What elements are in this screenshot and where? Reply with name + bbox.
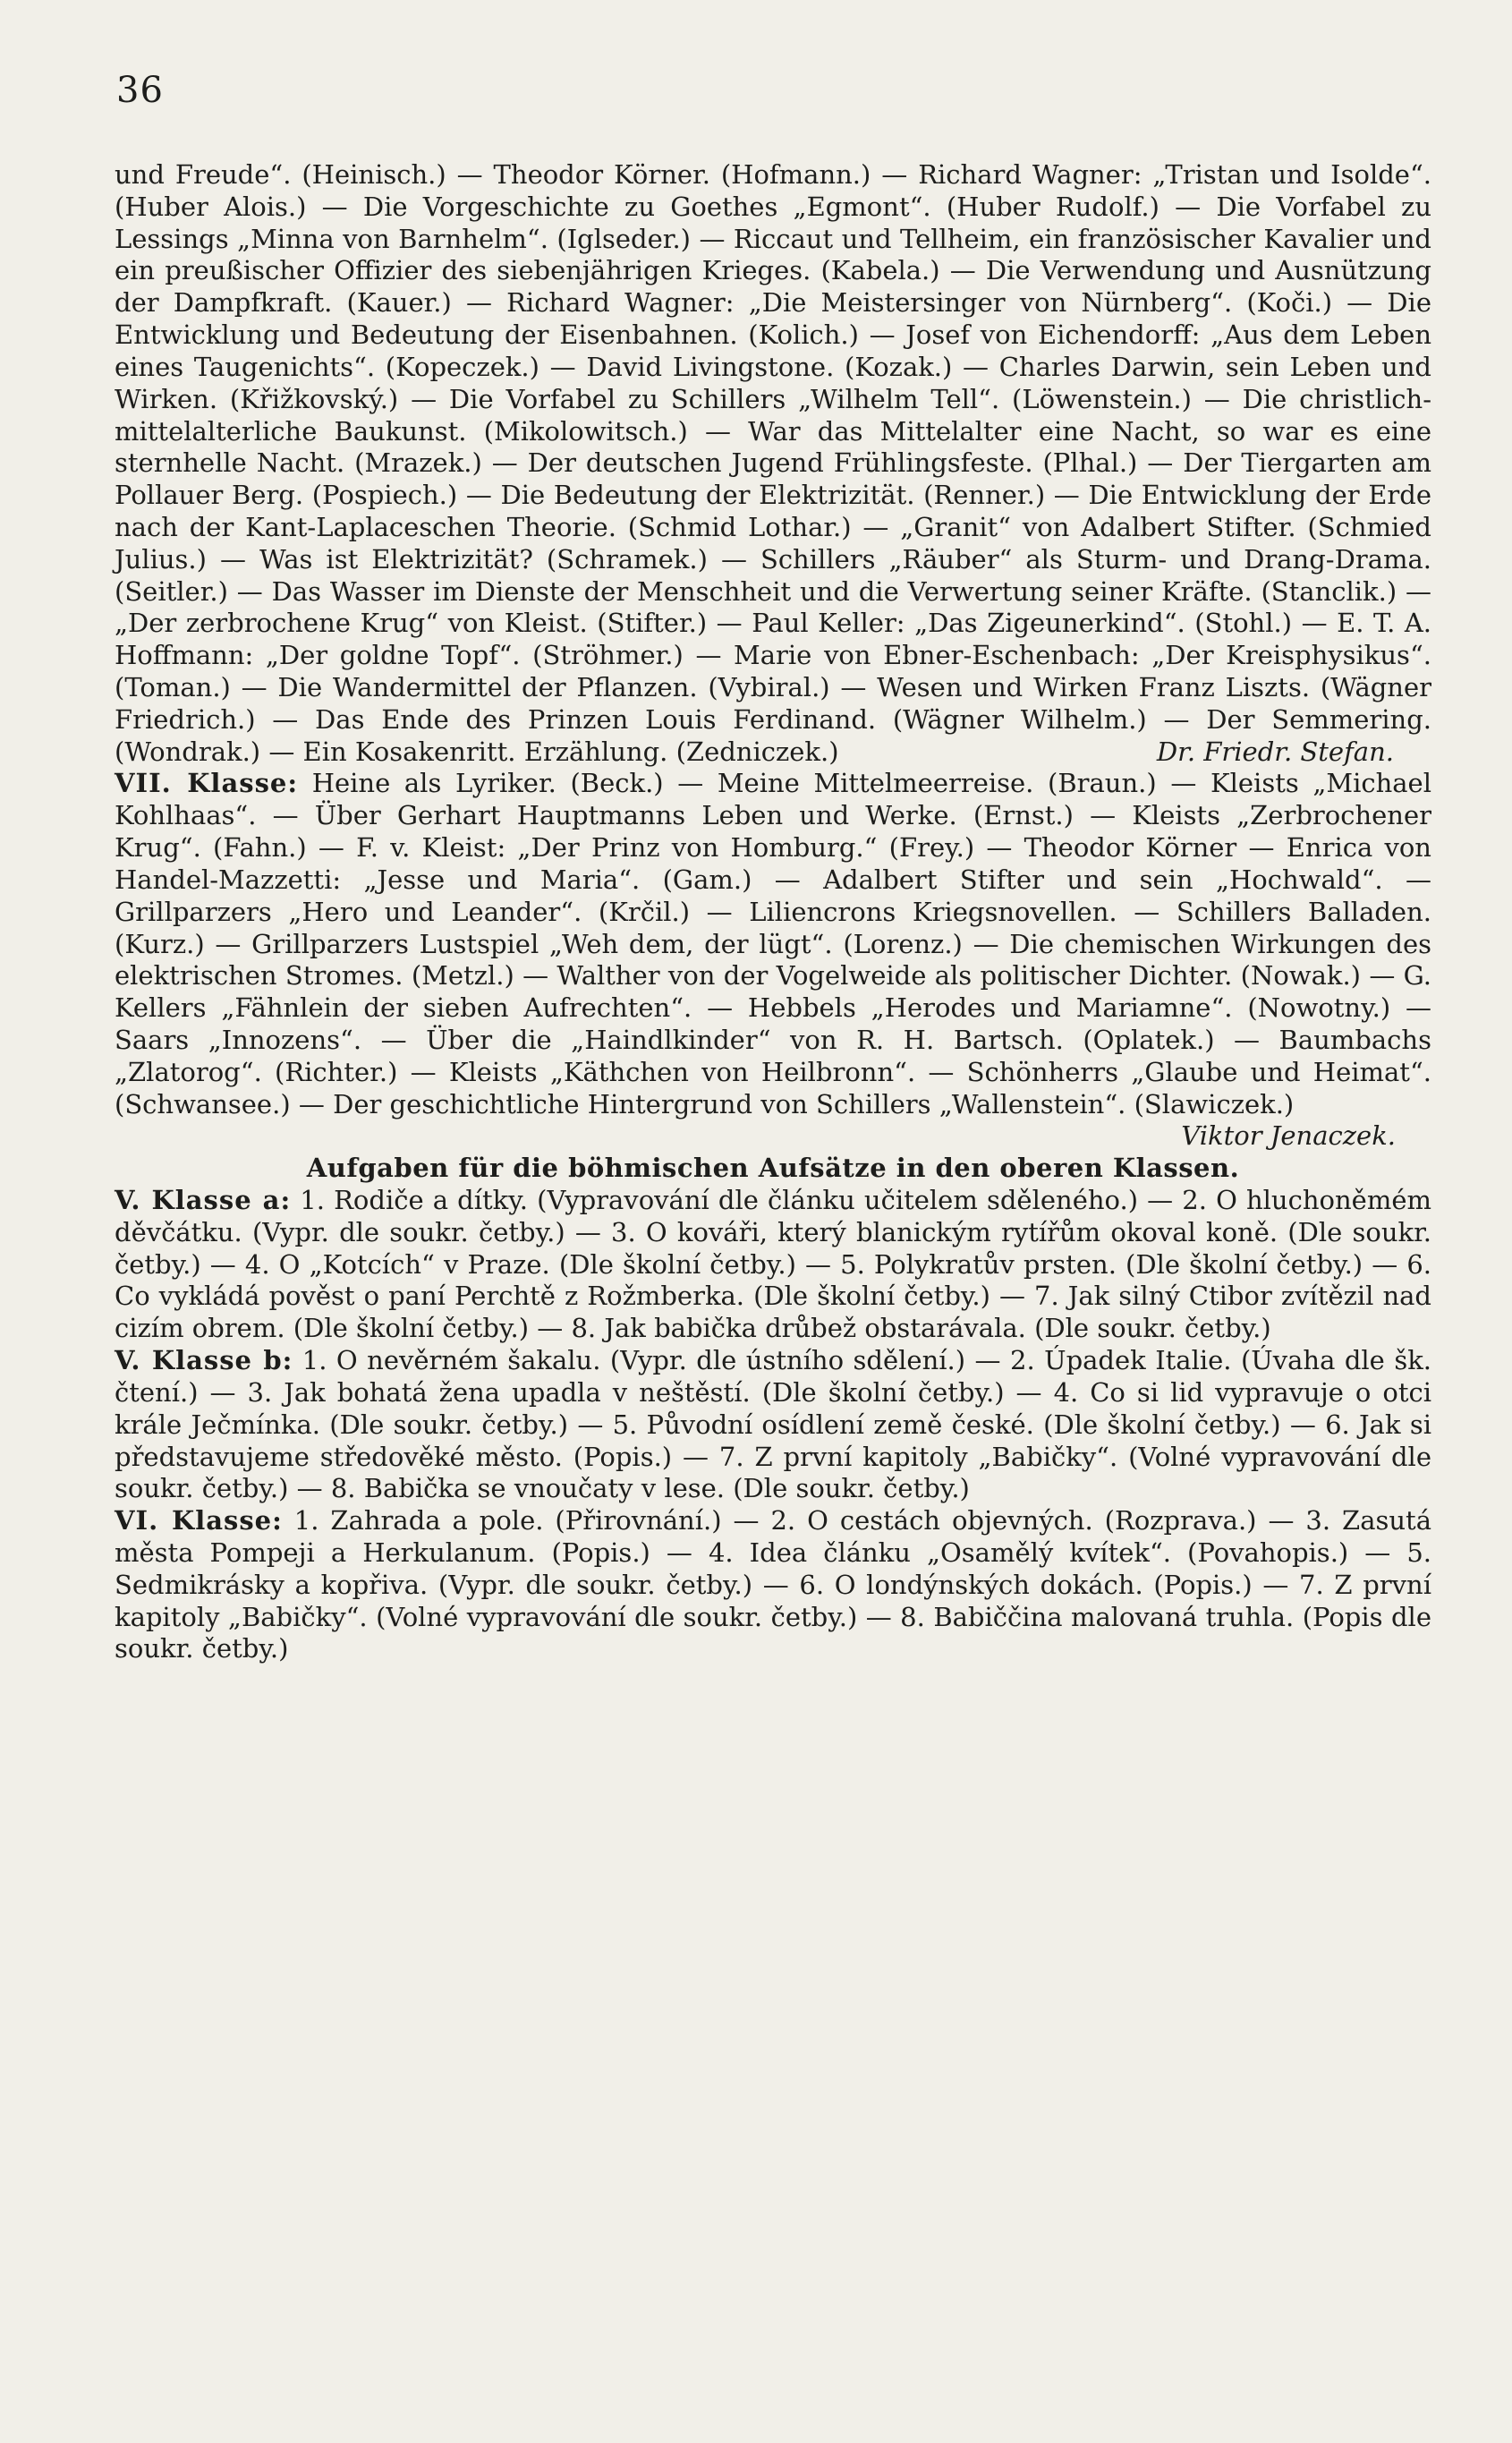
section7-text: Heine als Lyriker. (Beck.) — Meine Mittelmeerreise. (Braun.) — Kleists „Michael Kohlhaas“. — Über Gerhart Hauptmanns Leben und Werke. (Ernst.) — Kleists „Zerbrochener Krug“. (Fahn.) — F. v. Kleist: „Der Prinz von Homburg.“ (Frey.) — Theodor Körner — Enrica von Handel-Mazzetti: „Jesse und Maria“. (Gam.) — Adalbert Stifter und sein „Hochwald“. — Grillparzers „Hero und Leander“. (Krčil.) — Liliencrons Kriegsnovellen. — Schillers Balladen. (Kurz.) — Grillparzers Lustspiel „Weh dem, der lügt“. (Lorenz.) — Die chemischen Wirkungen des elektrischen Stromes. (Metzl.) — Walther von der Vogelweide als politischer Dichter. (Nowak.) — G. Kellers „Fähnlein der sieben Aufrechten“. — Hebbels „Herodes und Mariamne“. (Nowotny.) — Saars „Innozens“. — Über die „Haindlkinder“ von R. H. Bartsch. (Oplatek.) — Baumbachs „Zlatorog“. (Richter.) — Kleists „Käthchen von Heilbronn“. — Schönherrs „Glaube und Heimat“. (Schwansee.) — Der geschichtliche Hintergrund von Schillers „Wallenstein“. (Slawiczek.) <box>115 768 1431 1119</box>
section7-title: VII. Klasse: <box>115 768 299 799</box>
klasse-vb <box>115 1345 1431 1505</box>
klasse-vi-text: 1. Zahrada a pole. (Přirovnání.) — 2. O cestách objevných. (Rozprava.) — 3. Zasutá města Pompeji a Herkulanum. (Popis.) — 4. Idea článku „Osamělý kvítek“. (Povahopis.) — 5. Sedmikrásky a kopřiva. (Vypr. dle soukr. četby.) — 6. O londýnských dokách. (Popis.) — 7. Z první kapitoly „Babičky“. (Volné vypravování dle soukr. četby.) — 8. Babiččina malovaná truhla. (Popis dle soukr. četby.) <box>115 1505 1431 1664</box>
section6-signature: Dr. Friedr. Stefan. <box>1156 736 1394 767</box>
klasse-va-text: 1. Rodiče a dítky. (Vypravování dle článku učitelem sděleného.) — 2. O hluchoněmém děvčátku. (Vypr. dle soukr. četby.) — 3. O kováři, který blanickým rytířům okoval koně. (Dle soukr. četby.) — 4. O „Kotcích“ v Praze. (Dle školní četby.) — 5. Polykratův prsten. (Dle školní četby.) — 6. Co vykládá pověst o paní Perchtě z Rožmberka. (Dle školní četby.) — 7. Jak silný Ctibor zvítězil nad cizím obrem. (Dle školní četby.) — 8. Jak babička drůbež obstarávala. (Dle soukr. četby.) <box>115 1185 1431 1344</box>
page-number: 36 <box>116 70 164 111</box>
section7-signature: Viktor Jenaczek. <box>1181 1120 1396 1152</box>
klasse-va <box>115 1185 1431 1345</box>
klasse-va-title: V. Klasse a: <box>115 1185 292 1215</box>
section7 <box>115 768 1431 1120</box>
klasse-vi <box>115 1505 1431 1665</box>
section6-text <box>115 159 1431 768</box>
section6-paragraph: und Freude“. (Heinisch.) — Theodor Körner. (Hofmann.) — Richard Wagner: „Tristan und Isolde“. (Huber Alois.) — Die Vorgeschichte zu Goethes „Egmont“. (Huber Rudolf.) — Die Vorfabel zu Lessings „Minna von Barnhelm“. (Iglseder.) — Riccaut und Tellheim, ein französischer Kavalier und ein preußischer Offizier des siebenjährigen Krieges. (Kabela.) — Die Verwendung und Ausnützung der Dampfkraft. (Kauer.) — Richard Wagner: „Die Meistersinger von Nürnberg“. (Koči.) — Die Entwicklung und Bedeutung der Eisenbahnen. (Kolich.) — Josef von Eichendorff: „Aus dem Leben eines Taugenichts“. (Kopeczek.) — David Livingstone. (Kozak.) — Charles Darwin, sein Leben und Wirken. (Křižkovský.) — Die Vorfabel zu Schillers „Wilhelm Tell“. (Löwenstein.) — Die christlich-mittelalterliche Baukunst. (Mikolowitsch.) — War das Mittelalter eine Nacht, so war es eine sternhelle Nacht. (Mrazek.) — Der deutschen Jugend Frühlingsfeste. (Plhal.) — Der Tiergarten am Pollauer Berg. (Pospiech.) — Die Bedeutung der Elektrizität. (Renner.) — Die Entwicklung der Erde nach der Kant-Laplaceschen Theorie. (Schmid Lothar.) — „Granit“ von Adalbert Stifter. (Schmied Julius.) — Was ist Elektrizität? (Schramek.) — Schillers „Räuber“ als Sturm- und Drang-Drama. (Seitler.) — Das Wasser im Dienste der Menschheit und die Verwertung seiner Kräfte. (Stanclik.) — „Der zerbrochene Krug“ von Kleist. (Stifter.) — Paul Keller: „Das Zigeunerkind“. (Stohl.) — E. T. A. Hoffmann: „Der goldne Topf“. (Ströhmer.) — Marie von Ebner-Eschenbach: „Der Kreisphysikus“. (Toman.) — Die Wandermittel der Pflanzen. (Vybiral.) — Wesen und Wirken Franz Liszts. (Wägner Friedrich.) — Das Ende des Prinzen Louis Ferdinand. (Wägner Wilhelm.) — Der Semmering. (Wondrak.) — Ein Kosakenritt. Erzählung. (Zedniczek.) <box>115 159 1431 767</box>
klasse-vb-title: V. Klasse b: <box>115 1345 293 1376</box>
bohemian-heading: Aufgaben für die böhmischen Aufsätze in den oberen Klassen. <box>306 1153 1240 1184</box>
klasse-vi-title: VI. Klasse: <box>115 1505 283 1536</box>
document-body <box>115 159 1431 1665</box>
klasse-vb-text: 1. O nevěrném šakalu. (Vypr. dle ústního sdělení.) — 2. Úpadek Italie. (Úvaha dle šk. čtení.) — 3. Jak bohatá žena upadla v neštěstí. (Dle školní četby.) — 4. Co si lid vypravuje o otci krále Ječmínka. (Dle soukr. četby.) — 5. Původní osídlení země české. (Dle školní četby.) — 6. Jak si představujeme středověké město. (Popis.) — 7. Z první kapitoly „Babičky“. (Volné vypravování dle soukr. četby.) — 8. Babička se vnoučaty v lese. (Dle soukr. četby.) <box>115 1345 1431 1504</box>
